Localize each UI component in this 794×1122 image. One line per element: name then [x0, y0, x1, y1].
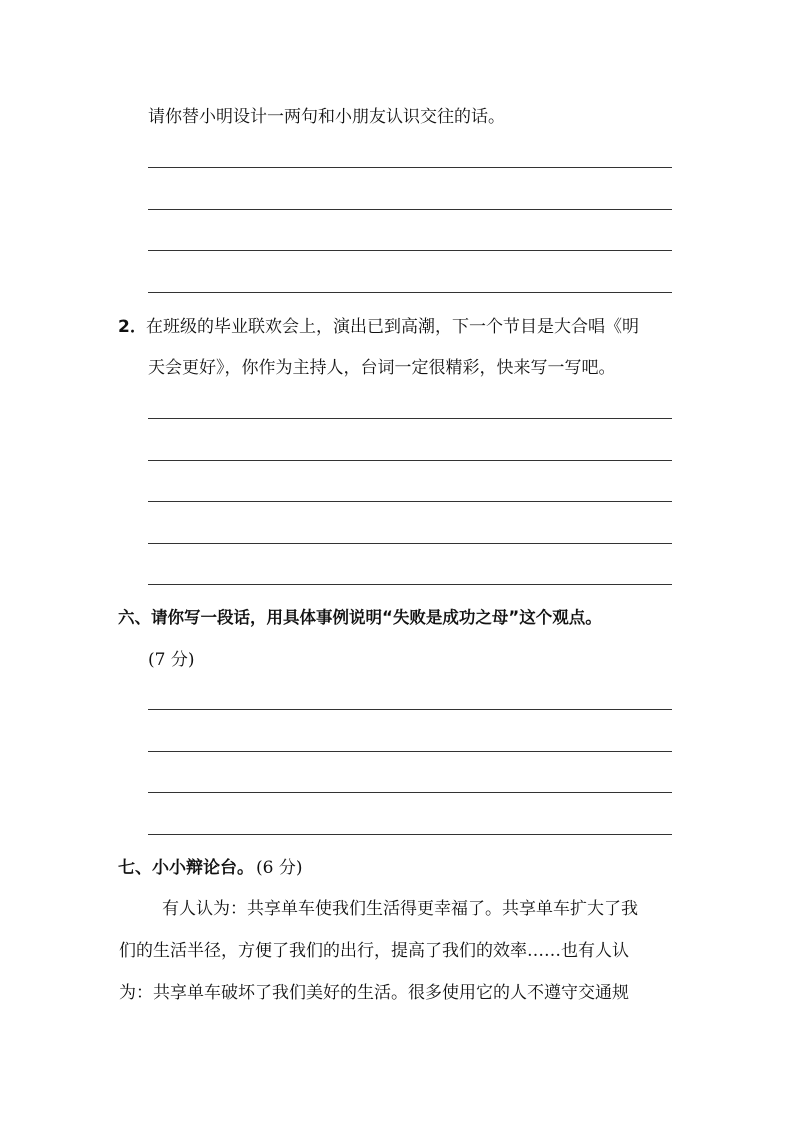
answer-line: [148, 834, 672, 835]
answer-line: [148, 709, 672, 710]
answer-line: [148, 167, 672, 168]
answer-line: [148, 292, 672, 293]
section7-score: (6 分): [256, 858, 303, 878]
section7-paragraph-line1: 有人认为：共享单车使我们生活得更幸福了。共享单车扩大了我: [162, 899, 638, 919]
section6-heading: 六、请你写一段话，用具体事例说明“失败是成功之母”这个观点。: [118, 608, 602, 627]
section7-heading: 七、小小辩论台。: [118, 858, 254, 878]
answer-line: [148, 501, 672, 502]
answer-line: [148, 543, 672, 544]
answer-line: [148, 751, 672, 752]
answer-line: [148, 792, 672, 793]
section6-score: (7 分): [148, 650, 195, 670]
answer-line: [148, 418, 672, 419]
q2-text-line1: 在班级的毕业联欢会上，演出已到高潮，下一个节目是大合唱《明: [146, 317, 639, 337]
answer-line: [148, 250, 672, 251]
answer-line: [148, 209, 672, 210]
q1-prompt: 请你替小明设计一两句和小朋友认识交往的话。: [148, 107, 505, 127]
section7-paragraph-line2: 们的生活半径，方便了我们的出行，提高了我们的效率……也有人认: [119, 941, 629, 961]
q2-text-line2: 天会更好》，你作为主持人，台词一定很精彩，快来写一写吧。: [148, 358, 616, 378]
answer-line: [148, 460, 672, 461]
answer-line: [148, 584, 672, 585]
section7-paragraph-line3: 为：共享单车破坏了我们美好的生活。很多使用它的人不遵守交通规: [119, 983, 629, 1003]
q2-number: 2．: [118, 317, 147, 337]
